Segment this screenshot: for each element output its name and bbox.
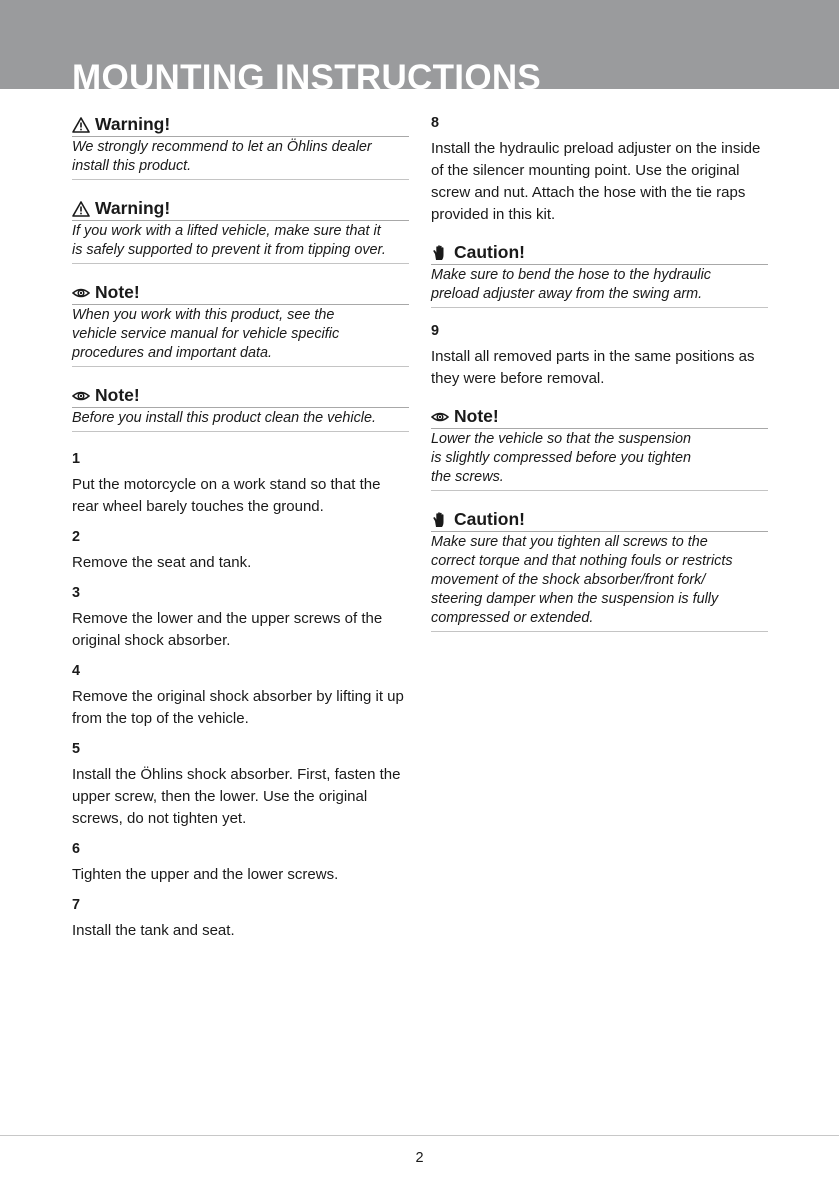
step-text: Remove the lower and the upper screws of the original shock absorber.: [72, 610, 383, 649]
step-text: Remove the original shock absorber by lifting it up from the top of the vehicle.: [72, 688, 404, 727]
hand-stop-icon: [431, 512, 449, 528]
warning-triangle-icon: [72, 201, 90, 217]
footer-divider: [0, 1135, 839, 1136]
step-number: 5: [72, 741, 81, 757]
step-number: 4: [72, 663, 81, 679]
note-notice: [72, 282, 409, 367]
notice-text: When you work with this product, see the vehicle service manual for vehicle specific procedures and important data.: [72, 305, 409, 367]
notice-heading: [72, 385, 409, 408]
notice-text: We strongly recommend to let an Öhlins dealer install this product.: [72, 137, 409, 180]
notice-title: Note!: [454, 406, 499, 426]
step-number: 3: [72, 585, 81, 601]
step-item: [72, 896, 409, 942]
step-item: [72, 528, 409, 574]
notice-text: Make sure that you tighten all screws to the correct torque and that nothing fouls or restricts movement of the shock absorber/front fork/ steering damper when the suspension is fully compressed or extended.: [431, 532, 768, 632]
note-notice: [72, 385, 409, 432]
notice-text: Before you install this product clean the vehicle.: [72, 408, 409, 432]
notice-text: If you work with a lifted vehicle, make sure that it is safely supported to prevent it from tipping over.: [72, 221, 409, 264]
step-number: 6: [72, 841, 81, 857]
notice-title: Caution!: [454, 509, 525, 529]
notice-heading: [431, 406, 768, 429]
eye-icon: [431, 409, 449, 425]
notice-text: Make sure to bend the hose to the hydraulic preload adjuster away from the swing arm.: [431, 265, 768, 308]
step-text: Install the Öhlins shock absorber. First, fasten the upper screw, then the lower. Use the original screws, do not tighten yet.: [72, 766, 401, 827]
eye-icon: [72, 285, 90, 301]
hand-stop-icon: [431, 245, 449, 261]
caution-notice: [431, 242, 768, 308]
step-item: [72, 662, 409, 730]
notice-heading: [431, 509, 768, 532]
caution-notice: [431, 509, 768, 632]
step-item: [72, 584, 409, 652]
eye-icon: [72, 388, 90, 404]
notice-heading: [72, 198, 409, 221]
notice-title: Note!: [95, 282, 140, 302]
step-item: [431, 322, 768, 390]
notice-title: Note!: [95, 385, 140, 405]
step-item: [72, 450, 409, 518]
step-number: 7: [72, 897, 81, 913]
step-number: 9: [431, 323, 440, 339]
notice-heading: [431, 242, 768, 265]
step-number: 8: [431, 115, 440, 131]
notice-heading: [72, 282, 409, 305]
right-column: [431, 114, 768, 650]
step-list: [72, 450, 409, 942]
step-number: 1: [72, 451, 81, 467]
step-text: Put the motorcycle on a work stand so that the rear wheel barely touches the ground.: [72, 476, 381, 515]
step-text: Tighten the upper and the lower screws.: [72, 866, 339, 883]
notice-title: Warning!: [95, 114, 171, 134]
left-column: [72, 114, 409, 952]
step-item: [431, 114, 768, 226]
warning-triangle-icon: [72, 117, 90, 133]
notice-heading: [72, 114, 409, 137]
page-title: MOUNTING INSTRUCTIONS: [72, 58, 542, 89]
step-number: 2: [72, 529, 81, 545]
step-text: Install all removed parts in the same positions as they were before removal.: [431, 348, 755, 387]
notice-text: Lower the vehicle so that the suspension is slightly compressed before you tighten the screws.: [431, 429, 768, 491]
notice-title: Warning!: [95, 198, 171, 218]
warning-notice: [72, 198, 409, 264]
step-text: Remove the seat and tank.: [72, 554, 252, 571]
step-item: [72, 840, 409, 886]
warning-notice: [72, 114, 409, 180]
step-text: Install the tank and seat.: [72, 922, 235, 939]
header-band: [0, 0, 839, 89]
page-number: 2: [415, 1150, 424, 1166]
step-item: [72, 740, 409, 830]
notice-title: Caution!: [454, 242, 525, 262]
note-notice: [431, 406, 768, 491]
step-text: Install the hydraulic preload adjuster on the inside of the silencer mounting point. Use the original screw and nut. Attach the hose with the tie raps provided in this kit.: [431, 140, 761, 223]
